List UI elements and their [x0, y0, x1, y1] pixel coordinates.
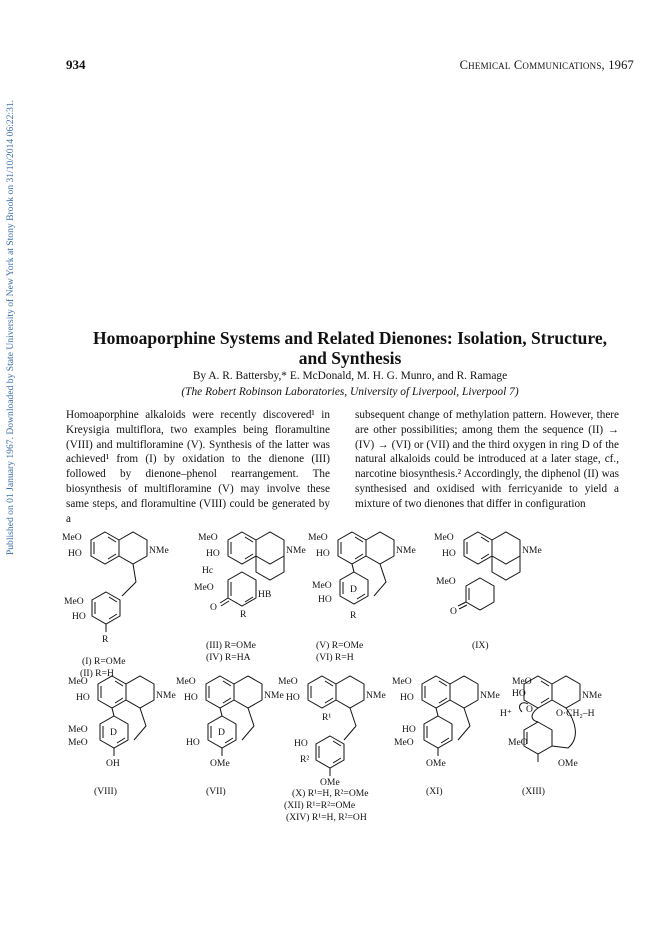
- text-MeO: MeO: [436, 576, 456, 587]
- text-HO: HO: [76, 692, 90, 703]
- cyclohexenone: [466, 578, 494, 610]
- text-HO: HO: [68, 548, 82, 559]
- text-R: R: [240, 609, 247, 620]
- dienone-ring: [228, 572, 256, 606]
- ring-C: [256, 556, 284, 580]
- body-column-right: [355, 408, 619, 512]
- text-HO: HO: [402, 724, 416, 735]
- ring-B: [256, 532, 284, 564]
- ring-B: [492, 532, 520, 564]
- text-OMe: OMe: [210, 758, 230, 769]
- ring-B: [450, 676, 478, 708]
- label-I: (I) R=OMe: [82, 656, 126, 667]
- body-column-left: [66, 408, 330, 526]
- text-R: R: [102, 634, 109, 645]
- running-header: [66, 57, 634, 73]
- structure-III-IV: [194, 532, 306, 663]
- structure-VII: [176, 676, 284, 797]
- text-MeO: MeO: [64, 596, 84, 607]
- text-HO: HO: [186, 737, 200, 748]
- label-XII: (XII) R¹=R²=OMe: [284, 800, 356, 811]
- label-XIII: (XIII): [522, 786, 545, 797]
- label-X: (X) R¹=H, R²=OMe: [292, 788, 369, 799]
- label-III: (III) R=OMe: [206, 640, 256, 651]
- text-HO: HO: [206, 548, 220, 559]
- structure-X-XII-XIV: [278, 676, 386, 823]
- text-NMe: NMe: [480, 690, 500, 701]
- text-NMe: NMe: [522, 545, 542, 556]
- title-line-2: and Synthesis: [298, 348, 402, 368]
- structure-XIII: [500, 676, 602, 797]
- ring-A: [98, 676, 126, 708]
- structure-V-VI: [308, 532, 416, 663]
- ring-D: [424, 716, 452, 748]
- text-HO: HO: [318, 594, 332, 605]
- text-MeO: MeO: [278, 676, 298, 687]
- text-D: D: [350, 584, 357, 595]
- ring-C: [458, 708, 470, 740]
- text-NMe: NMe: [582, 690, 602, 701]
- text-NMe: NMe: [396, 545, 416, 556]
- ring-B: [552, 676, 580, 708]
- download-watermark: [2, 92, 20, 562]
- label-IV: (IV) R=HA: [206, 652, 251, 663]
- ring-A: [338, 532, 366, 564]
- ring-D: [524, 722, 552, 754]
- text-Hc: Hc: [202, 565, 214, 576]
- text-R1: R¹: [322, 712, 332, 723]
- label-V: (V) R=OMe: [316, 640, 364, 651]
- body-paragraph-left: Homoaporphine alkaloids were recently discovered¹ in Kreysigia multiflora, two examples being floramultine (VIII) and multifloramine (V). Synthesis of the latter was achieved¹ from (I) by oxidation to the dienone (III) followed by dienone–phenol rearrangement. The biosynthesis of multifloramine (V) may involve these same steps, and floramultine (VIII) could be generated by a: [66, 409, 330, 525]
- affiliation: (The Robert Robinson Laboratories, University of Liverpool, Liverpool 7): [181, 386, 519, 398]
- ring-A: [228, 532, 256, 564]
- text-MeO: MeO: [198, 532, 218, 543]
- text-MeO: MeO: [62, 532, 82, 543]
- text-NMe: NMe: [366, 690, 386, 701]
- ring-C: [134, 708, 146, 740]
- text-MeO: MeO: [308, 532, 328, 543]
- ring-A: [91, 532, 119, 564]
- text-R2: R²: [300, 754, 310, 765]
- structure-VIII: [68, 676, 176, 797]
- text-NMe: NMe: [286, 545, 306, 556]
- text-OH: OH: [106, 758, 120, 769]
- text-MeO: MeO: [434, 532, 454, 543]
- text-HO: HO: [294, 738, 308, 749]
- journal-name: Chemical Communications, 1967: [459, 58, 634, 72]
- text-HO: HO: [400, 692, 414, 703]
- text-OMe: OMe: [320, 777, 340, 788]
- label-VIII: (VIII): [94, 786, 117, 797]
- ring-B: [336, 676, 364, 708]
- ring-C: [242, 708, 254, 740]
- ring-B: [119, 532, 147, 564]
- body-paragraph-right: subsequent change of methylation pattern. However, there are other possibilities; among them the sequence (II) → (IV) → (VI) or (VII) and the third oxygen in ring D of the natural alkaloids could be introduced at a later stage, cf., narcotine biosynthesis.² Accordingly, the diphenol (II) was synthesised and oxidised with ferricyanide to yield a mixture of two dienones that differ in configuration: [355, 409, 619, 510]
- label-VI: (VI) R=H: [316, 652, 354, 663]
- ring-B: [366, 532, 394, 564]
- text-R: R: [350, 610, 357, 621]
- text-HO: HO: [442, 548, 456, 559]
- structure-I-II: [62, 532, 169, 679]
- text-MeO: MeO: [512, 676, 532, 687]
- page-number: 934: [66, 57, 86, 72]
- text-OCH2H: O·CH₂–H: [556, 708, 595, 719]
- download-watermark-text: Published on 01 January 1967. Downloaded by State University of New York at Stony Brook on 31/10/2014 06:22:31.: [5, 99, 17, 555]
- ring-A: [464, 532, 492, 564]
- ring-C: [492, 556, 520, 580]
- text-HO: HO: [316, 548, 330, 559]
- text-NMe: NMe: [156, 690, 176, 701]
- text-D: D: [110, 727, 117, 738]
- text-HO: HO: [286, 692, 300, 703]
- label-XIV: (XIV) R¹=H, R²=OH: [286, 812, 367, 823]
- structure-IX: [434, 532, 542, 651]
- ring-C: [374, 564, 386, 596]
- ring-A: [308, 676, 336, 708]
- text-MeO: MeO: [68, 676, 88, 687]
- text-MeO: MeO: [194, 582, 214, 593]
- text-MeO: MeO: [68, 737, 88, 748]
- text-HO: HO: [72, 611, 86, 622]
- text-HO: HO: [184, 692, 198, 703]
- article-title: [66, 328, 634, 368]
- aryl-ring: [316, 736, 344, 768]
- text-NMe: NMe: [149, 545, 169, 556]
- text-OMe: OMe: [426, 758, 446, 769]
- text-D: D: [218, 727, 225, 738]
- label-VII: (VII): [206, 786, 226, 797]
- text-MeO: MeO: [392, 676, 412, 687]
- text-O: O: [450, 606, 457, 617]
- text-MeO: MeO: [508, 737, 528, 748]
- structure-XI: [392, 676, 500, 797]
- text-MeO: MeO: [68, 724, 88, 735]
- ring-B: [234, 676, 262, 708]
- text-MeO: MeO: [176, 676, 196, 687]
- ring-B: [126, 676, 154, 708]
- title-line-1: Homoaporphine Systems and Related Dienones: Isolation, Structure,: [92, 328, 607, 348]
- ring-A: [422, 676, 450, 708]
- text-Hplus: H⁺: [500, 708, 512, 719]
- ring-A: [206, 676, 234, 708]
- label-XI: (XI): [426, 786, 443, 797]
- text-O: O: [210, 602, 217, 613]
- text-HB: HB: [258, 589, 272, 600]
- text-MeO: MeO: [312, 580, 332, 591]
- text-OMe: OMe: [558, 758, 578, 769]
- text-O: O: [526, 704, 533, 715]
- text-HO: HO: [512, 688, 526, 699]
- text-MeO: MeO: [394, 737, 414, 748]
- label-IX: (IX): [472, 640, 489, 651]
- author-line: By A. R. Battersby,* E. McDonald, M. H. G. Munro, and R. Ramage: [192, 370, 508, 382]
- text-NMe: NMe: [264, 690, 284, 701]
- structure-figure: [60, 526, 650, 836]
- ring-C: [92, 592, 120, 624]
- label-II: (II) R=H: [80, 668, 114, 679]
